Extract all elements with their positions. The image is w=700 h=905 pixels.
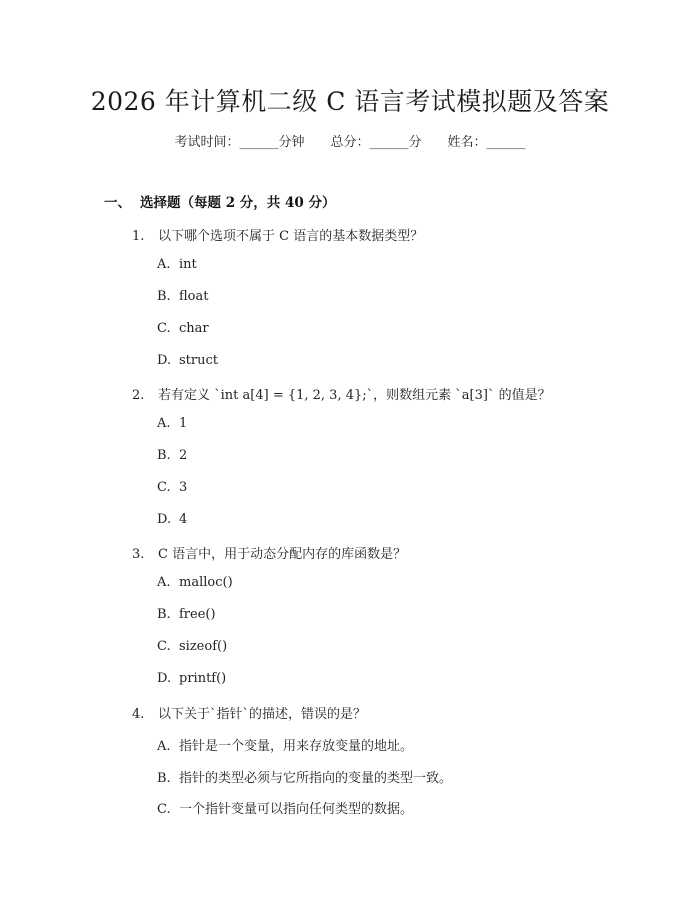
- question-number: 3.: [132, 547, 145, 562]
- exam-info-line: [0, 131, 700, 150]
- question-number: 2.: [132, 388, 145, 403]
- option: [157, 480, 187, 495]
- option-letter: C.: [157, 480, 171, 495]
- question-text: 以下关于`指针`的描述，错误的是？: [158, 707, 367, 722]
- option: [157, 607, 216, 622]
- question: [132, 703, 366, 722]
- option-letter: C.: [157, 321, 171, 336]
- option-letter: D.: [157, 353, 172, 368]
- total-score-field: 总分：______分: [330, 135, 422, 150]
- option-text: int: [179, 257, 197, 272]
- question: [132, 384, 551, 403]
- option: [157, 639, 227, 654]
- option: [157, 798, 413, 817]
- option-text: printf(): [179, 671, 227, 686]
- option-letter: D.: [157, 512, 172, 527]
- option-letter: B.: [157, 289, 171, 304]
- option-text: 3: [179, 480, 188, 495]
- question-text: 若有定义 `int a[4] = {1, 2, 3, 4};`，则数组元素 `a[3]` 的值是？: [158, 388, 551, 403]
- option-text: 一个指针变量可以指向任何类型的数据。: [179, 802, 414, 817]
- option: [157, 767, 452, 786]
- option-letter: C.: [157, 639, 171, 654]
- section-label: 选择题（每题 2 分，共 40 分）: [140, 195, 336, 211]
- option-text: char: [179, 321, 209, 336]
- option-text: 4: [179, 512, 188, 527]
- page-title: 2026 年计算机二级 C 语言考试模拟题及答案: [90, 87, 610, 116]
- option-text: struct: [179, 353, 218, 368]
- option-letter: B.: [157, 771, 171, 786]
- option: [157, 416, 187, 431]
- option-text: free(): [179, 607, 216, 622]
- option-letter: A.: [157, 257, 171, 272]
- option-text: 1: [179, 416, 188, 431]
- option: [157, 575, 233, 590]
- option: [157, 448, 187, 463]
- option-text: 2: [179, 448, 188, 463]
- question-text: 以下哪个选项不属于 C 语言的基本数据类型？: [158, 229, 424, 244]
- option-letter: D.: [157, 671, 172, 686]
- option-letter: A.: [157, 575, 171, 590]
- option-text: 指针是一个变量，用来存放变量的地址。: [179, 739, 414, 754]
- option: [157, 671, 226, 686]
- question-number: 1.: [132, 229, 145, 244]
- option: [157, 512, 187, 527]
- question-number: 4.: [132, 707, 145, 722]
- question: [132, 543, 406, 562]
- option: [157, 321, 209, 336]
- option-letter: A.: [157, 739, 171, 754]
- section-number: 一、: [104, 195, 131, 211]
- section-heading: [104, 191, 335, 211]
- option-text: 指针的类型必须与它所指向的变量的类型一致。: [179, 771, 453, 786]
- option-letter: A.: [157, 416, 171, 431]
- option-letter: C.: [157, 802, 171, 817]
- option-letter: B.: [157, 607, 171, 622]
- option: [157, 735, 413, 754]
- option: [157, 289, 208, 304]
- option: [157, 353, 218, 368]
- option-letter: B.: [157, 448, 171, 463]
- name-field: 姓名：______: [447, 135, 526, 150]
- option-text: malloc(): [179, 575, 233, 590]
- exam-time-field: 考试时间：______分钟: [174, 135, 305, 150]
- option: [157, 257, 197, 272]
- option-text: sizeof(): [179, 639, 228, 654]
- question: [132, 225, 423, 244]
- question-text: C 语言中，用于动态分配内存的库函数是？: [158, 547, 407, 562]
- option-text: float: [179, 289, 209, 304]
